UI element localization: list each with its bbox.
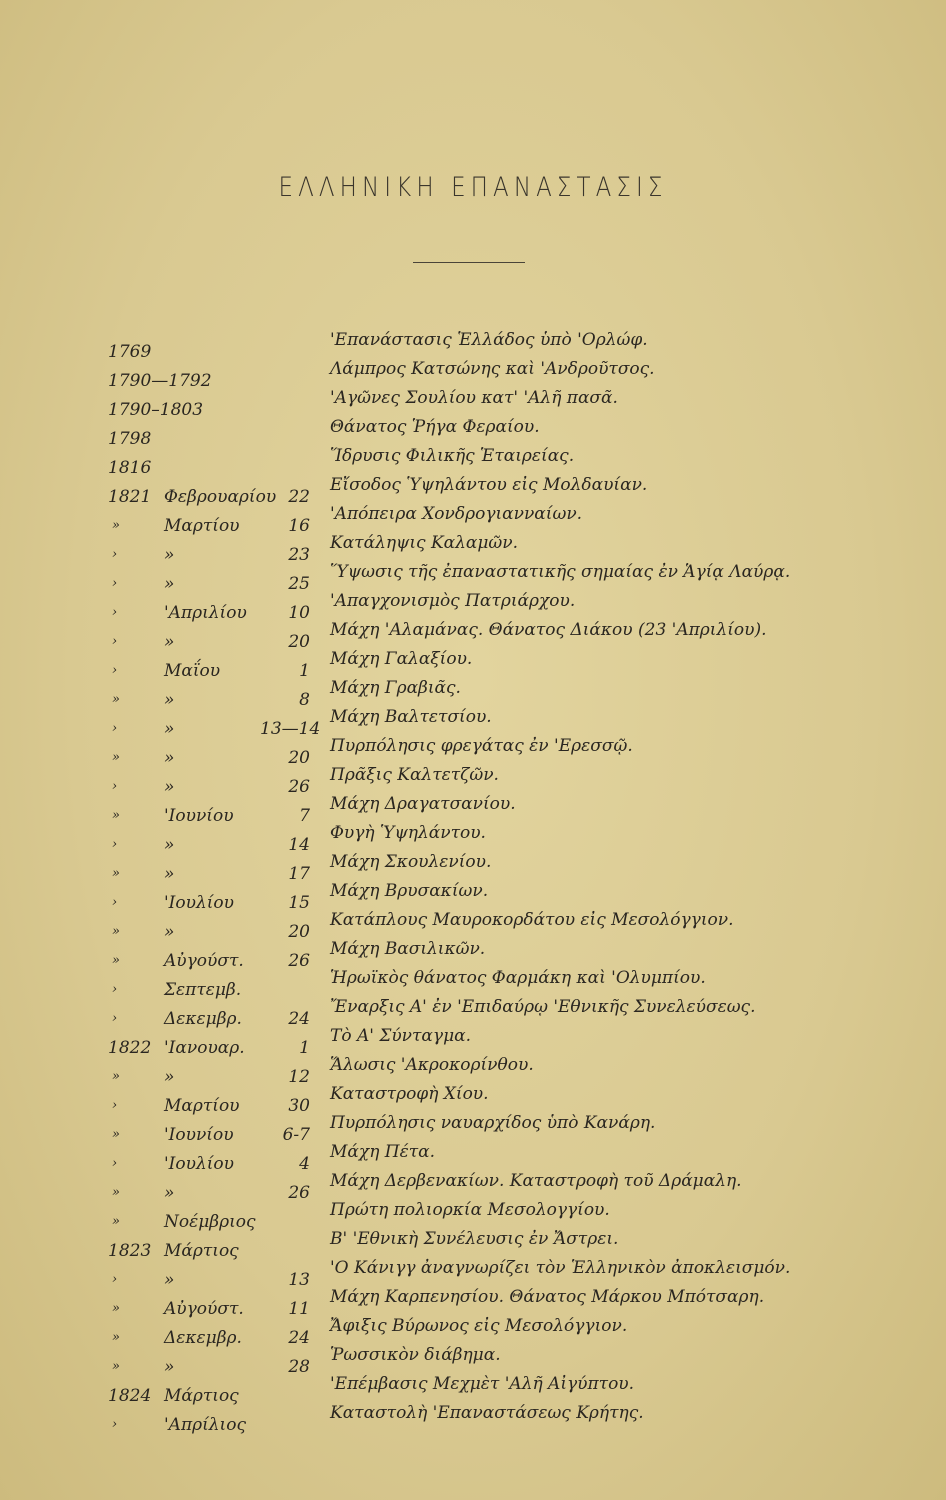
- ditto-mark: »: [112, 1301, 120, 1316]
- ditto-mark: ›: [112, 1272, 118, 1287]
- day-cell: 25: [288, 574, 310, 594]
- day-cell: 22: [288, 487, 310, 507]
- event-text: Φυγὴ Ὑψηλάντου.: [330, 823, 486, 843]
- chronology-row: [0, 939, 946, 971]
- ditto-mark: »: [112, 808, 120, 823]
- event-text: 'Επέμβασις Μεχμὲτ 'Αλῆ Αἰγύπτου.: [330, 1374, 635, 1394]
- month-cell: Δεκεμβρ.: [164, 1328, 242, 1348]
- ditto-mark: ›: [112, 982, 118, 997]
- chronology-row: [0, 1374, 946, 1406]
- chronology-row: [0, 1200, 946, 1232]
- year-cell: 1822: [108, 1038, 152, 1058]
- month-cell: »: [164, 777, 175, 797]
- event-text: 'Αγῶνες Σουλίου κατ' 'Αλῆ πασᾶ.: [330, 388, 618, 408]
- month-cell: Μάρτιος: [164, 1241, 239, 1261]
- chronology-row: [0, 678, 946, 710]
- day-cell: 13: [288, 1270, 310, 1290]
- event-text: Μάχη Γαλαξίου.: [330, 649, 473, 669]
- event-text: Κατάληψις Καλαμῶν.: [330, 533, 519, 553]
- ditto-mark: ›: [112, 576, 118, 591]
- day-cell: 23: [288, 545, 310, 565]
- month-cell: »: [164, 545, 175, 565]
- event-text: Ἅλωσις 'Ακροκορίνθου.: [330, 1055, 534, 1075]
- chronology-row: [0, 359, 946, 391]
- chronology-row: [0, 1345, 946, 1377]
- month-cell: 'Ιουλίου: [164, 893, 234, 913]
- month-cell: 'Ιουνίου: [164, 1125, 234, 1145]
- chronology-row: [0, 765, 946, 797]
- month-cell: 'Ιουνίου: [164, 806, 234, 826]
- chronology-row: [0, 997, 946, 1029]
- chronology-row: [0, 1142, 946, 1174]
- event-text: Μάχη Καρπενησίου. Θάνατος Μάρκου Μπότσαρη.: [330, 1287, 765, 1307]
- chronology-list: [0, 330, 946, 1435]
- day-cell: 20: [288, 748, 310, 768]
- day-cell: 20: [288, 922, 310, 942]
- chronology-row: [0, 1229, 946, 1261]
- chronology-row: [0, 1258, 946, 1290]
- chronology-row: [0, 1316, 946, 1348]
- event-text: Μάχη Γραβιᾶς.: [330, 678, 461, 698]
- event-text: Πυρπόλησις ναυαρχίδος ὑπὸ Κανάρη.: [330, 1113, 656, 1133]
- event-text: 'Ο Κάνιγγ ἀναγνωρίζει τὸν Ἑλληνικὸν ἀποκλεισμόν.: [330, 1258, 791, 1278]
- day-cell: 8: [299, 690, 310, 710]
- chronology-row: [0, 1026, 946, 1058]
- chronology-row: [0, 852, 946, 884]
- month-cell: Αὐγούστ.: [164, 951, 244, 971]
- chronology-row: [0, 504, 946, 536]
- title-divider: [413, 262, 525, 263]
- month-cell: Μάρτιος: [164, 1386, 239, 1406]
- chronology-row: [0, 562, 946, 594]
- ditto-mark: »: [112, 924, 120, 939]
- ditto-mark: ›: [112, 779, 118, 794]
- day-cell: 24: [288, 1328, 310, 1348]
- ditto-mark: »: [112, 750, 120, 765]
- month-cell: »: [164, 1067, 175, 1087]
- day-cell: 26: [288, 951, 310, 971]
- event-text: Μάχη Βρυσακίων.: [330, 881, 489, 901]
- ditto-mark: ›: [112, 1098, 118, 1113]
- day-cell: 17: [288, 864, 310, 884]
- month-cell: »: [164, 864, 175, 884]
- ditto-mark: ›: [112, 721, 118, 736]
- event-text: Πυρπόλησις φρεγάτας ἐν 'Ερεσσῷ.: [330, 736, 633, 756]
- month-cell: 'Ιουλίου: [164, 1154, 234, 1174]
- day-cell: 24: [288, 1009, 310, 1029]
- day-cell: 4: [299, 1154, 310, 1174]
- event-text: 'Επανάστασις Ἑλλάδος ὑπὸ 'Ορλώφ.: [330, 330, 648, 350]
- day-cell: 1: [299, 1038, 310, 1058]
- event-text: Ἔναρξις Α' ἐν 'Επιδαύρῳ 'Εθνικῆς Συνελεύσεως.: [330, 997, 756, 1017]
- ditto-mark: ›: [112, 1417, 118, 1432]
- event-text: Ἡρωϊκὸς θάνατος Φαρμάκη καὶ 'Ολυμπίου.: [330, 968, 706, 988]
- ditto-mark: »: [112, 1330, 120, 1345]
- ditto-mark: ›: [112, 634, 118, 649]
- event-text: Μάχη Πέτα.: [330, 1142, 436, 1162]
- chronology-row: [0, 1055, 946, 1087]
- month-cell: 'Απριλίου: [164, 603, 247, 623]
- month-cell: »: [164, 574, 175, 594]
- year-cell: 1821: [108, 487, 152, 507]
- month-cell: »: [164, 690, 175, 710]
- event-text: Μάχη Δραγατσανίου.: [330, 794, 516, 814]
- day-cell: 7: [299, 806, 310, 826]
- day-cell: 14: [288, 835, 310, 855]
- chronology-row: [0, 794, 946, 826]
- event-text: Λάμπρος Κατσώνης καὶ 'Ανδροῦτσος.: [330, 359, 655, 379]
- chronology-row: [0, 620, 946, 652]
- chronology-row: [0, 533, 946, 565]
- ditto-mark: »: [112, 1214, 120, 1229]
- ditto-mark: ›: [112, 837, 118, 852]
- event-text: 'Απόπειρα Χονδρογιανναίων.: [330, 504, 583, 524]
- chronology-row: [0, 1171, 946, 1203]
- month-cell: Μαρτίου: [164, 516, 240, 536]
- chronology-row: [0, 968, 946, 1000]
- day-cell: 16: [288, 516, 310, 536]
- event-text: Καταστροφὴ Χίου.: [330, 1084, 489, 1104]
- ditto-mark: ›: [112, 1156, 118, 1171]
- event-text: Μάχη Δερβενακίων. Καταστροφὴ τοῦ Δράμαλη.: [330, 1171, 742, 1191]
- year-cell: 1798: [108, 429, 152, 449]
- day-cell: 1: [299, 661, 310, 681]
- chronology-row: [0, 649, 946, 681]
- chronology-row: [0, 823, 946, 855]
- year-cell: 1790—1792: [108, 371, 212, 391]
- day-cell: 20: [288, 632, 310, 652]
- day-cell: 6-7: [282, 1125, 310, 1145]
- ditto-mark: ›: [112, 895, 118, 910]
- day-cell: 13—14: [260, 719, 321, 739]
- day-cell: 26: [288, 777, 310, 797]
- event-text: Μάχη 'Αλαμάνας. Θάνατος Διάκου (23 'Απριλίου).: [330, 620, 767, 640]
- event-text: Καταστολὴ 'Επαναστάσεως Κρήτης.: [330, 1403, 644, 1423]
- chronology-row: [0, 1287, 946, 1319]
- chronology-row: [0, 910, 946, 942]
- page-title: ΕΛΛΗΝΙΚΗ ΕΠΑΝΑΣΤΑΣΙΣ: [278, 172, 668, 203]
- ditto-mark: »: [112, 866, 120, 881]
- ditto-mark: »: [112, 518, 120, 533]
- event-text: Β' 'Εθνικὴ Συνέλευσις ἐν Ἄστρει.: [330, 1229, 619, 1249]
- month-cell: 'Ιανουαρ.: [164, 1038, 245, 1058]
- event-text: Ἵδρυσις Φιλικῆς Ἑταιρείας.: [330, 446, 575, 466]
- day-cell: 11: [288, 1299, 310, 1319]
- month-cell: »: [164, 748, 175, 768]
- event-text: Μάχη Βασιλικῶν.: [330, 939, 486, 959]
- chronology-row: [0, 736, 946, 768]
- event-text: Ὕψωσις τῆς ἐπαναστατικῆς σημαίας ἐν Ἁγίᾳ Λαύρᾳ.: [330, 562, 791, 582]
- month-cell: Μαρτίου: [164, 1096, 240, 1116]
- month-cell: Νοέμβριος: [164, 1212, 256, 1232]
- month-cell: »: [164, 719, 175, 739]
- chronology-row: [0, 417, 946, 449]
- event-text: Ἄφιξις Βύρωνος εἰς Μεσολόγγιον.: [330, 1316, 628, 1336]
- ditto-mark: »: [112, 692, 120, 707]
- ditto-mark: »: [112, 1069, 120, 1084]
- ditto-mark: ›: [112, 1011, 118, 1026]
- ditto-mark: »: [112, 1359, 120, 1374]
- chronology-row: [0, 330, 946, 362]
- event-text: 'Απαγχονισμὸς Πατριάρχου.: [330, 591, 576, 611]
- ditto-mark: »: [112, 1127, 120, 1142]
- month-cell: »: [164, 1183, 175, 1203]
- day-cell: 12: [288, 1067, 310, 1087]
- chronology-row: [0, 475, 946, 507]
- chronology-row: [0, 446, 946, 478]
- day-cell: 30: [288, 1096, 310, 1116]
- event-text: Μάχη Σκουλενίου.: [330, 852, 492, 872]
- year-cell: 1769: [108, 342, 152, 362]
- chronology-row: [0, 881, 946, 913]
- year-cell: 1816: [108, 458, 152, 478]
- chronology-row: [0, 707, 946, 739]
- chronology-row: [0, 591, 946, 623]
- year-cell: 1823: [108, 1241, 152, 1261]
- ditto-mark: ›: [112, 605, 118, 620]
- event-text: Εἴσοδος Ὑψηλάντου εἰς Μολδαυίαν.: [330, 475, 648, 495]
- month-cell: Μαΐου: [164, 661, 221, 681]
- month-cell: 'Απρίλιος: [164, 1415, 246, 1435]
- month-cell: Αὐγούστ.: [164, 1299, 244, 1319]
- ditto-mark: ›: [112, 547, 118, 562]
- event-text: Μάχη Βαλτετσίου.: [330, 707, 492, 727]
- event-text: Κατάπλους Μαυροκορδάτου εἰς Μεσολόγγιον.: [330, 910, 734, 930]
- event-text: Θάνατος Ῥήγα Φεραίου.: [330, 417, 540, 437]
- day-cell: 26: [288, 1183, 310, 1203]
- event-text: Πρᾶξις Καλτετζῶν.: [330, 765, 499, 785]
- year-cell: 1790–1803: [108, 400, 204, 420]
- chronology-row: [0, 388, 946, 420]
- ditto-mark: »: [112, 953, 120, 968]
- ditto-mark: »: [112, 1185, 120, 1200]
- event-text: Τὸ Α' Σύνταγμα.: [330, 1026, 471, 1046]
- day-cell: 28: [288, 1357, 310, 1377]
- day-cell: 10: [288, 603, 310, 623]
- month-cell: »: [164, 835, 175, 855]
- month-cell: »: [164, 922, 175, 942]
- event-text: Πρώτη πολιορκία Μεσολογγίου.: [330, 1200, 610, 1220]
- month-cell: Δεκεμβρ.: [164, 1009, 242, 1029]
- month-cell: Σεπτεμβ.: [164, 980, 242, 1000]
- chronology-row: [0, 1403, 946, 1435]
- event-text: Ῥωσσικὸν διάβημα.: [330, 1345, 501, 1365]
- chronology-row: [0, 1084, 946, 1116]
- month-cell: »: [164, 1270, 175, 1290]
- chronology-row: [0, 1113, 946, 1145]
- day-cell: 15: [288, 893, 310, 913]
- month-cell: »: [164, 1357, 175, 1377]
- month-cell: »: [164, 632, 175, 652]
- ditto-mark: ›: [112, 663, 118, 678]
- year-cell: 1824: [108, 1386, 152, 1406]
- month-cell: Φεβρουαρίου: [164, 487, 277, 507]
